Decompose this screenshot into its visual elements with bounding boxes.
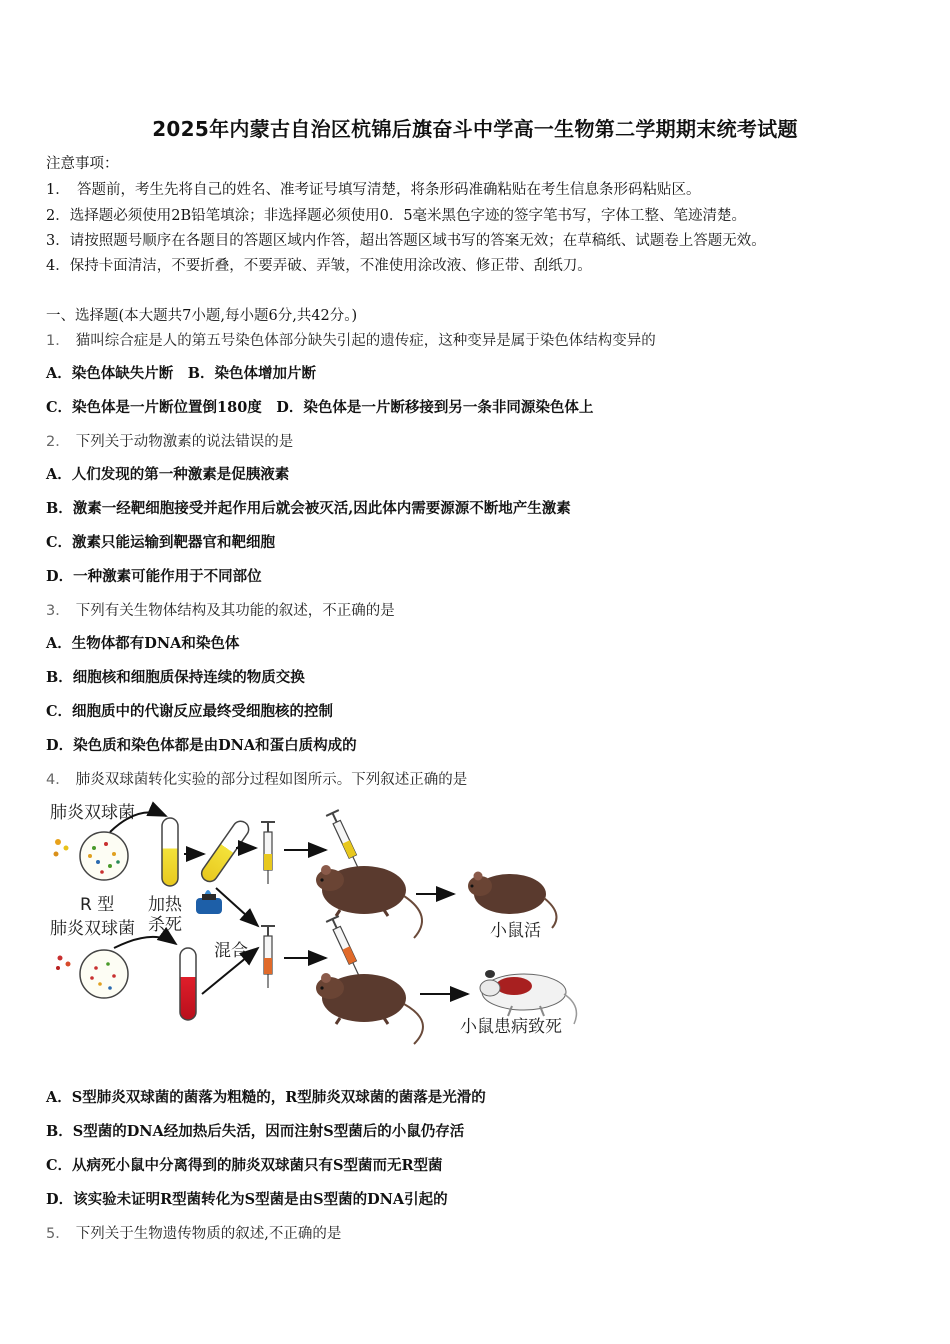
option-line: A．S型肺炎双球菌的菌落为粗糙的，R型肺炎双球菌的菌落是光滑的	[46, 1089, 486, 1106]
option-line: C．激素只能运输到靶器官和靶细胞	[46, 534, 276, 551]
question-stem	[46, 768, 467, 789]
question-number: 5．	[46, 1226, 70, 1242]
notice-item: 1． 答题前，考生先将自己的姓名、准考证号填写清楚，将条形码准确粘贴在考生信息条形码粘贴区。	[46, 182, 701, 198]
syringe-icon	[326, 810, 365, 872]
option-line: A．人们发现的第一种激素是促胰液素	[46, 466, 290, 483]
question-stem	[46, 430, 293, 451]
question-number: 1．	[46, 333, 70, 349]
burner-icon	[196, 890, 222, 914]
mouse-icon	[316, 973, 423, 1044]
option-line: B．激素一经靶细胞接受并起作用后就会被灭活,因此体内需要源源不断地产生激素	[46, 500, 571, 517]
label-s-type: 肺炎双球菌	[50, 803, 135, 823]
notice-item: 3．请按照题号顺序在各题目的答题区域内作答，超出答题区域书写的答案无效；在草稿纸、试题卷上答题无效。	[46, 233, 766, 249]
option-line: D．染色质和染色体都是由DNA和蛋白质构成的	[46, 737, 357, 754]
notice-heading: 注意事项：	[46, 156, 119, 172]
option-line: B．细胞核和细胞质保持连续的物质交换	[46, 669, 305, 686]
test-tube-s-icon	[162, 818, 178, 886]
option-line: A．染色体缺失片断 B．染色体增加片断	[46, 365, 317, 382]
question-text: 猫叫综合症是人的第五号染色体部分缺失引起的遗传症，这种变异是属于染色体结构变异的	[75, 333, 656, 349]
question-number: 4．	[46, 772, 70, 788]
option-line: C．染色体是一片断位置倒180度 D．染色体是一片断移接到另一条非同源染色体上	[46, 399, 594, 416]
option-line: A．生物体都有DNA和染色体	[46, 635, 240, 652]
syringe-icon	[261, 822, 275, 884]
label-mix: 混合	[214, 941, 248, 961]
mouse-icon	[316, 865, 422, 938]
mouse-alive-icon	[468, 872, 557, 929]
syringe-icon	[326, 916, 365, 978]
experiment-figure	[44, 798, 589, 1053]
mouse-dead-icon	[480, 970, 576, 1024]
question-text: 下列关于生物遗传物质的叙述,不正确的是	[75, 1226, 342, 1242]
question-number: 2．	[46, 434, 70, 450]
page-title: 2025年内蒙古自治区杭锦后旗奋斗中学高一生物第二学期期末统考试题	[152, 117, 798, 141]
label-mouse-alive: 小鼠活	[490, 921, 541, 941]
section-heading: 一、选择题(本大题共7小题,每小题6分,共42分。)	[46, 308, 358, 324]
label-kill: 杀死	[148, 915, 182, 935]
heated-tube-icon	[199, 818, 252, 885]
question-text: 下列有关生物体结构及其功能的叙述，不正确的是	[75, 603, 395, 619]
notice-item: 4．保持卡面清洁，不要折叠，不要弄破、弄皱，不准使用涂改液、修正带、刮纸刀。	[46, 258, 592, 274]
label-r-type-name: 肺炎双球菌	[50, 919, 135, 939]
option-line: C．从病死小鼠中分离得到的肺炎双球菌只有S型菌而无R型菌	[46, 1157, 443, 1174]
petri-dish-r-icon	[56, 950, 128, 998]
question-text: 下列关于动物激素的说法错误的是	[75, 434, 294, 450]
option-line: D．一种激素可能作用于不同部位	[46, 568, 262, 585]
question-number: 3．	[46, 603, 70, 619]
petri-dish-s-icon	[54, 832, 129, 880]
test-tube-r-icon	[180, 948, 196, 1020]
question-stem	[46, 1222, 341, 1243]
label-mouse-dead: 小鼠患病致死	[460, 1017, 562, 1037]
question-stem	[46, 329, 656, 350]
label-r-type: R 型	[80, 895, 115, 915]
option-line: D．该实验未证明R型菌转化为S型菌是由S型菌的DNA引起的	[46, 1191, 448, 1208]
option-line: C．细胞质中的代谢反应最终受细胞核的控制	[46, 703, 334, 720]
notice-item: 2．选择题必须使用2B铅笔填涂；非选择题必须使用0．5毫米黑色字迹的签字笔书写，字体工整、笔迹清楚。	[46, 208, 747, 224]
label-heat: 加热	[148, 895, 182, 915]
syringe-icon	[261, 926, 275, 988]
question-text: 肺炎双球菌转化实验的部分过程如图所示。下列叙述正确的是	[75, 772, 468, 788]
option-line: B．S型菌的DNA经加热后失活，因而注射S型菌后的小鼠仍存活	[46, 1123, 465, 1140]
question-stem	[46, 599, 395, 620]
